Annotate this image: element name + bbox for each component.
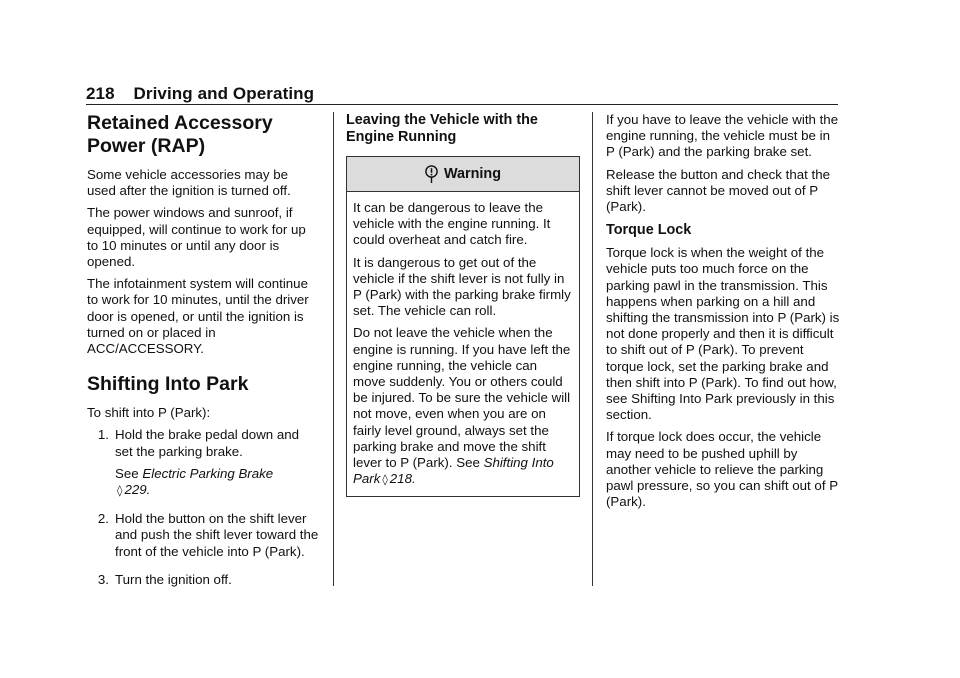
column-middle [346,112,580,497]
rap-paragraph-1: Some vehicle accessories may be used after the ignition is turned off. [87,167,291,199]
step-text: Hold the button on the shift lever and push the shift lever toward the front of the vehicle into P (Park). [115,511,319,559]
list-item [87,427,319,505]
column-left [87,112,319,600]
leaving-vehicle-heading-line1: Leaving the Vehicle with the [346,112,538,128]
step-number: 2. [97,511,109,527]
warning-paragraph-3-text: Do not leave the vehicle when the engine is running. If you have left the engine running, the vehicle can move suddenly. You or others could be injured. To be sure the vehicle will not move, even when you are on fairly level ground, always set the parking brake and move the shift lever to P (Park). [353,325,571,471]
column-divider-2 [592,112,593,586]
warning-paragraph-2: It is dangerous to get out of the vehicle if the shift lever is not fully in P (Park) with the parking brake firmly set. The vehicle can roll. [353,254,571,319]
page-number: 218 [86,84,115,103]
see-label: See [115,465,139,481]
torque-paragraph-2: If torque lock does occur, the vehicle may need to be pushed uphill by another vehicle to relieve the parking pawl pressure, so you can shift out of P (Park). [606,429,838,510]
park-steps-list [87,427,319,594]
step-number: 3. [97,571,109,587]
page-reference-icon: ◊ [382,473,388,487]
rap-paragraph-2: The power windows and sunroof, if equipped, will continue to work for up to 10 minutes or until any door is opened. [87,205,306,270]
list-item [87,572,319,594]
rap-heading-line2: Power (RAP) [87,135,206,157]
chapter-title: Driving and Operating [133,84,315,103]
torque-lock-heading: Torque Lock [606,222,692,239]
reference-link-electric-parking-brake[interactable]: Electric Parking Brake [142,465,274,481]
rap-heading-line1: Retained Accessory [87,112,273,134]
reference-page-number[interactable]: 229 [124,482,147,498]
page-reference-icon: ◊ [117,484,123,498]
reference-page-number[interactable]: 218 [389,471,412,487]
leaving-paragraph-2: Release the button and check that the shift lever cannot be moved out of P (Park). [606,166,830,215]
warning-icon [425,165,438,184]
step-number: 1. [97,427,109,443]
header-divider [86,104,838,105]
warning-body [347,192,579,496]
torque-paragraph-1: Torque lock is when the weight of the vehicle puts too much force on the parking pawl in the transmission. This happens when parking on a hill and shifting the transmission into P (Park) is not done properly and then it is difficult to shift out of P (Park). To prevent torque lock, set the parking brake and then shift into P (Park). To find out how, see Shifting Into Park previously in this section. [606,245,840,423]
warning-paragraph-3 [353,325,573,488]
step-see-reference [115,466,319,499]
step-text: Hold the brake pedal down and set the parking brake. [115,427,300,459]
reference-period: . [146,482,151,498]
see-label: See [456,455,480,471]
leaving-paragraph-1: If you have to leave the vehicle with the engine running, the vehicle must be in P (Park) and the parking brake set. [606,112,839,160]
step-text: Turn the ignition off. [115,571,232,587]
leaving-vehicle-heading [346,112,580,146]
leaving-vehicle-heading-line2: Engine Running [346,129,457,145]
reference-link-shifting-into-park[interactable]: Shifting Into Park [353,455,554,487]
rap-paragraph-3: The infotainment system will continue to work for 10 minutes, until the driver door is opened, or until the ignition is turned on or placed in ACC/ACCESSORY. [87,276,309,357]
warning-header [347,157,579,192]
warning-label: Warning [443,165,502,182]
list-item [87,511,319,566]
column-right [606,112,842,516]
column-divider-1 [333,112,334,586]
warning-box [346,156,580,497]
park-intro: To shift into P (Park): [87,405,211,421]
shifting-into-park-heading: Shifting Into Park [87,373,249,396]
rap-heading [87,112,319,158]
reference-period: . [411,471,416,487]
page-header [86,84,314,104]
warning-paragraph-1: It can be dangerous to leave the vehicle with the engine running. It could overheat and catch fire. [353,200,551,248]
